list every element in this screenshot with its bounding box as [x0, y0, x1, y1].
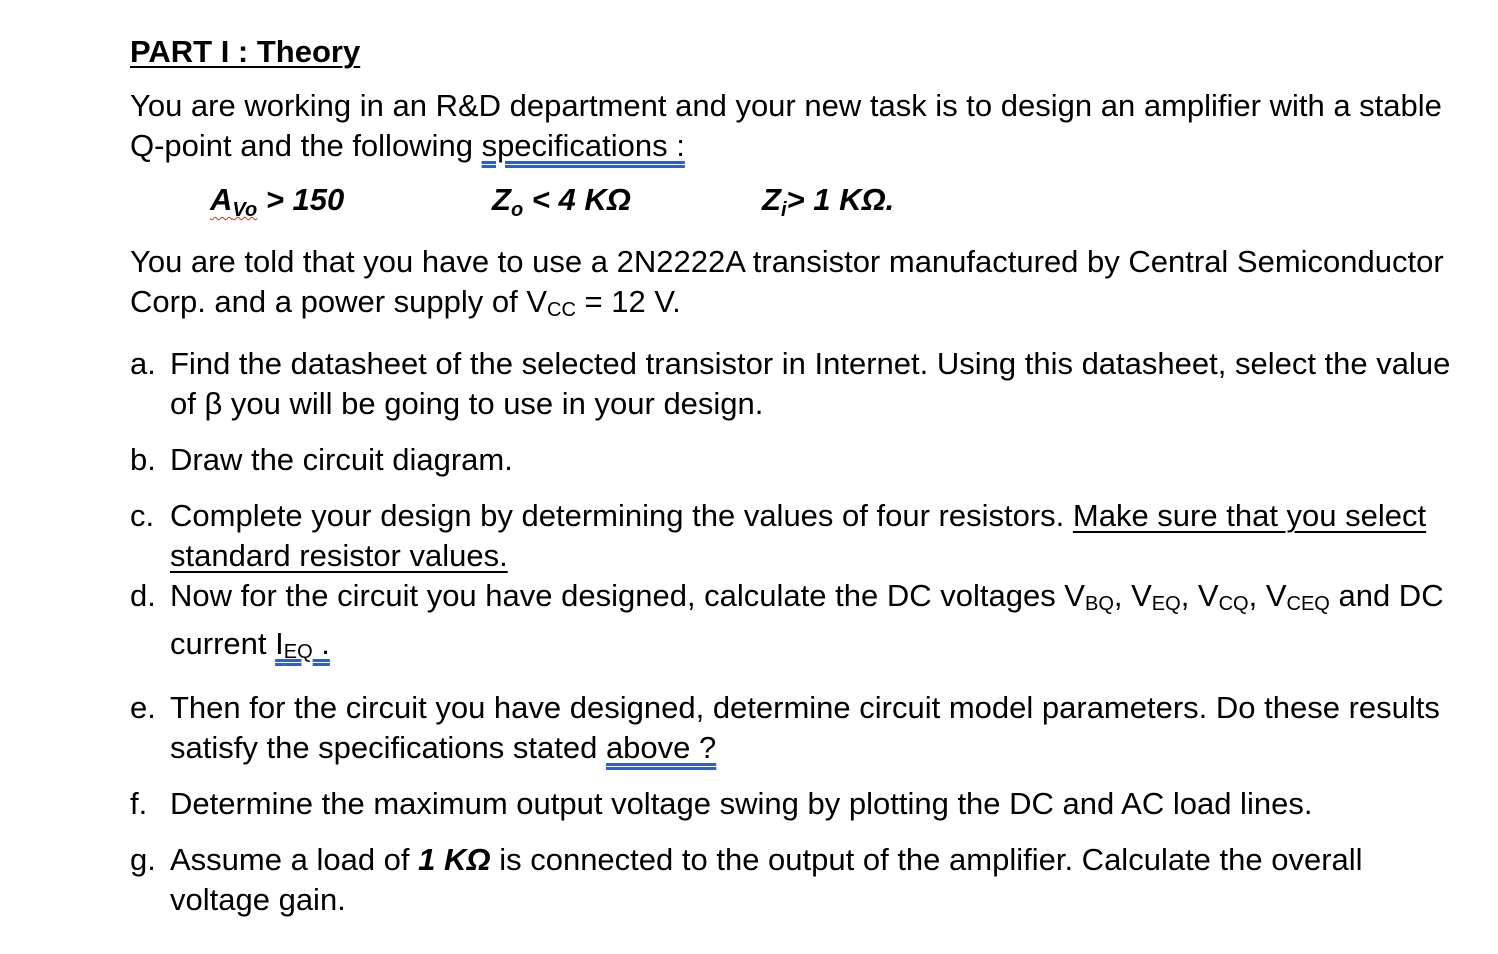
list-item-d: d. Now for the circuit you have designed, calculate the DC voltages $V_{BQ}$, $V_{EQ}$, $V_{CQ}$, $V_{CEQ}$ and DC current $I_{EQ}$ .	[130, 578, 1444, 663]
list-item-f	[130, 784, 1470, 824]
list-letter: f.	[130, 786, 148, 821]
ieq-link: $I_{EQ}$ .	[275, 626, 330, 663]
spec-zo-value: < 4 KΩ	[523, 182, 631, 217]
list-letter: a.	[130, 346, 156, 381]
list-text: Complete your design by determining the values of four resistors.	[170, 498, 1073, 533]
list-item-g: g. Assume a load of 1 KΩ is connected to the output of the amplifier. Calculate the overall voltage gain.	[130, 842, 1363, 917]
intro-paragraph	[130, 86, 1470, 166]
list-item-b	[130, 440, 1470, 480]
document-page	[130, 30, 1470, 936]
list-text: Determine the maximum output voltage swing by plotting the DC and AC load lines.	[170, 786, 1313, 821]
list-item-c	[130, 496, 1470, 576]
list-letter: b.	[130, 442, 156, 477]
list-item-a	[130, 344, 1470, 424]
spec-avo	[210, 182, 344, 222]
list-text: Draw the circuit diagram.	[170, 442, 513, 477]
list-letter: g.	[130, 842, 156, 877]
list-text: Then for the circuit you have designed, determine circuit model parameters. Do these results satisfy the specifications stated	[170, 690, 1440, 765]
spec-zi: $Z_i> 1$ KΩ.	[762, 182, 895, 221]
task-list	[130, 344, 1470, 920]
intro-text: You are working in an R&D department and your new task is to design an amplifier with a stable Q-point and the following	[130, 88, 1442, 163]
spec-avo-symbol: $A_{Vo}$	[210, 182, 258, 221]
list-text: Find the datasheet of the selected transistor in Internet. Using this datasheet, select the value of β you will be going to use in your design.	[170, 346, 1451, 421]
spec-row	[130, 178, 1470, 234]
spec-avo-value: > 150	[257, 182, 345, 217]
context-paragraph: You are told that you have to use a 2N2222A transistor manufactured by Central Semiconductor Corp. and a power supply of $V_{CC} = 12$ V.	[130, 244, 1444, 321]
list-letter: d.	[130, 578, 156, 613]
load-value: 1 KΩ	[418, 842, 491, 877]
spec-zi-value: > 1 KΩ.	[786, 182, 895, 217]
spec-zo: $Z_o < 4$ KΩ	[492, 182, 631, 221]
above-link: above ?	[605, 730, 717, 765]
section-heading: PART I : Theory	[130, 34, 361, 69]
list-item-e	[130, 688, 1470, 768]
list-letter: c.	[130, 498, 155, 533]
standard-values-note: Make sure that you select standard resistor values.	[170, 498, 1427, 573]
specifications-link: specifications :	[481, 128, 685, 163]
list-letter: e.	[130, 690, 156, 725]
